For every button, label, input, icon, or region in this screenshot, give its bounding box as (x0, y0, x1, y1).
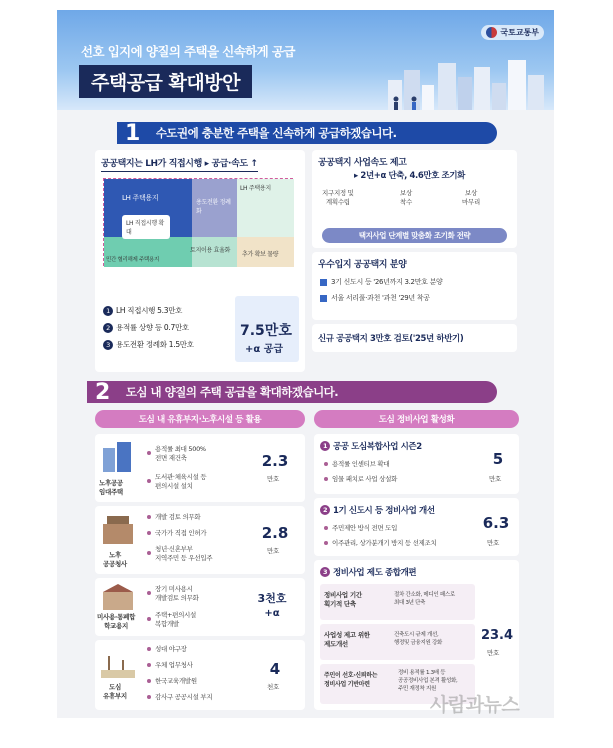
section2-header (87, 381, 497, 403)
land-use-diagram (103, 178, 293, 266)
ministry-logo (481, 25, 544, 40)
speed-header: 공공택지 사업속도 제고 (318, 158, 407, 168)
vacant-row-3-value: 3천호 (257, 592, 287, 605)
supply-total-sub: +α 공급 (245, 344, 284, 355)
section1-number: 1 (125, 120, 140, 146)
block-3-row-2-right: 건축도시 규제 개선, 행정및 금융지원 강화 (394, 632, 443, 646)
vacant-row-1-bullet-2: 도서관·체육시설 등 편의시설 설치 (147, 472, 206, 490)
section1-title: 수도권에 충분한 주택을 신속하게 공급하겠습니다. (155, 126, 397, 140)
vacant-row-4-unit: 천호 (267, 683, 279, 691)
vacant-row-1 (95, 434, 305, 502)
block-1-title: 1 공공 도심복합사업 시즌2 (320, 440, 422, 452)
vacant-row-2-bullet-2: 국가가 직접 인허가 (147, 528, 206, 537)
lh-direct-label: LH 직접시행 확대 (126, 220, 164, 236)
supply-item-2: 2 용적률 상향 등 0.7만호 (103, 322, 189, 333)
section1-header (117, 122, 497, 144)
vacant-row-2-bullet-3: 청년·신혼부부 지역주민 등 우선입주 (147, 544, 212, 562)
vacant-row-4-bullet-3: 한국교육개발원 (147, 676, 197, 685)
vacant-row-3-bullet-1: 장기 미사용시 개발검토 의무화 (147, 584, 199, 602)
redevelopment-header: 도심 정비사업 활성화 (314, 410, 519, 428)
block-3-row-1-right: 절차 간소화, 메디인 패스로 최대 3년 단축 (394, 592, 455, 606)
empty-lot-icon (101, 650, 135, 678)
vacant-land-header: 도심 내 유휴부지·노후시설 등 활용 (95, 410, 305, 428)
speed-stage-1: 지구지정 및 계획수립 (322, 189, 354, 206)
lh-land-label: LH 주택용지 (122, 194, 159, 202)
conversion-label: 용도전환 정례화 (196, 199, 231, 215)
vacant-row-2-unit: 만호 (267, 547, 279, 555)
block-3-row-2-left: 사업성 제고 위한 제도개선 (324, 631, 370, 648)
block-1-bullet-1: 용적률 인센티브 확대 (324, 459, 389, 468)
efficiency-label: 토지이용 효율화 (190, 247, 231, 254)
new-land-text: 신규 공공택지 3만호 검토('25년 하반기) (318, 334, 464, 344)
ministry-name: 국토교통부 (500, 28, 539, 37)
prime-item-2: 서울 서리풀·과천 '과천 '29년 착공 (320, 293, 430, 303)
block-1-bullet-2: 임물 패치로 사업 상설화 (324, 474, 397, 483)
redevelopment-block-3 (314, 560, 519, 710)
vacant-row-2-label: 노후 공공청사 (103, 551, 127, 568)
new-land-card (312, 324, 517, 352)
apartment-icon (101, 442, 135, 472)
redevelopment-block-1 (314, 434, 519, 494)
prime-item-1: 3기 신도시 등 '26년까지 3.2만호 분양 (320, 277, 443, 287)
lh-private-label: LH 주택용지 (240, 185, 271, 192)
vacant-row-1-bullet-1: 용적률 최대 500% 전면 재건축 (147, 444, 206, 462)
infographic-page (57, 10, 554, 718)
city-skyline-illustration (378, 55, 548, 110)
block-3-unit: 만호 (487, 649, 499, 657)
block-2-value: 6.3 (482, 514, 510, 532)
vacant-row-4 (95, 640, 305, 710)
section2-number: 2 (95, 379, 110, 405)
speed-strategy-banner: 택지사업 단계별 맞춤화 조기화 전략 (322, 228, 507, 243)
speed-card (312, 150, 517, 248)
section2-title: 도심 내 양질의 주택 공급을 확대하겠습니다. (125, 385, 339, 399)
speed-result: ▸ 2년+α 단축, 4.6만호 조기화 (354, 171, 465, 181)
block-3-row-3-right: 정비 용적률 1.3배 등 공공정비사업 본격 활성화, 주민 재정착 지원 (398, 670, 458, 692)
supply-total-value: 7.5만호 (240, 323, 292, 339)
block-3-title: 3 정비사업 제도 종합개편 (320, 566, 416, 578)
block-3-value: 23.4 (480, 628, 514, 643)
block-2-title: 2 1기 신도시 등 정비사업 개선 (320, 504, 435, 516)
supply-item-3: 3 용도전환 정례화 1.5만호 (103, 339, 194, 350)
vacant-row-2-bullet-1: 개발 검토 의무화 (147, 512, 200, 521)
vacant-row-4-bullet-2: 우체 업무청사 (147, 660, 193, 669)
supply-item-1: 1 LH 직접시행 5.3만호 (103, 305, 182, 316)
vacant-row-2-value: 2.8 (261, 524, 289, 542)
block-3-row-3-left: 주민이 선호·신뢰하는 정비사업 기반마련 (324, 672, 378, 688)
header-banner (57, 10, 554, 110)
block-2-bullet-1: 주민제안 방식 전면 도입 (324, 523, 397, 532)
block-3-row-1-left: 정비사업 기간 획기적 단축 (324, 591, 362, 608)
vacant-row-1-value: 2.3 (261, 452, 289, 470)
banner-subtitle: 선호 입지에 양질의 주택을 신속하게 공급 (81, 44, 295, 59)
redevelopment-block-2 (314, 498, 519, 556)
school-icon (101, 584, 135, 610)
block-1-unit: 만호 (489, 475, 501, 483)
watermark-logo: 사람과뉴스 (430, 694, 520, 716)
vacant-row-4-label: 도심 유휴부지 (103, 683, 127, 700)
government-building-icon (101, 516, 135, 544)
prime-header: 우수입지 공공택지 분양 (318, 260, 407, 270)
block-2-bullet-2: 이주관리, 상가분개기 방지 등 선제조치 (324, 538, 437, 547)
speed-stage-2: 보상 착수 (400, 189, 412, 206)
vacant-row-4-value: 4 (269, 660, 281, 678)
vacant-row-1-label: 노후공공 임대주택 (99, 479, 123, 496)
vacant-row-3-label: 미사용·통폐합 학교용지 (97, 613, 136, 630)
extra-label: 추가 확보 물량 (242, 251, 279, 258)
vacant-row-3-bullet-2: 주택+편의시설 복합개발 (147, 610, 196, 628)
taegeuk-icon (486, 27, 497, 38)
vacant-row-4-bullet-1: 성대 야구장 (147, 644, 187, 653)
vacant-row-4-bullet-4: 감사구 공공시설 부지 (147, 692, 212, 701)
block-2-unit: 만호 (487, 539, 499, 547)
block-1-value: 5 (492, 450, 504, 468)
vacant-row-2 (95, 506, 305, 574)
public-land-card (95, 150, 305, 372)
vacant-row-3 (95, 578, 305, 636)
vacant-row-3-unit: +α (264, 608, 280, 619)
speed-stage-3: 보상 마무리 (462, 189, 480, 206)
banner-title: 주택공급 확대방안 (79, 65, 252, 98)
vacant-row-1-unit: 만호 (267, 475, 279, 483)
public-land-header: 공공택지는 LH가 직접시행 ▸ 공급·속도 ↑ (101, 156, 258, 172)
private-land-label: 민간 혈리해제 주택용지 (106, 257, 160, 263)
prime-location-card (312, 252, 517, 320)
